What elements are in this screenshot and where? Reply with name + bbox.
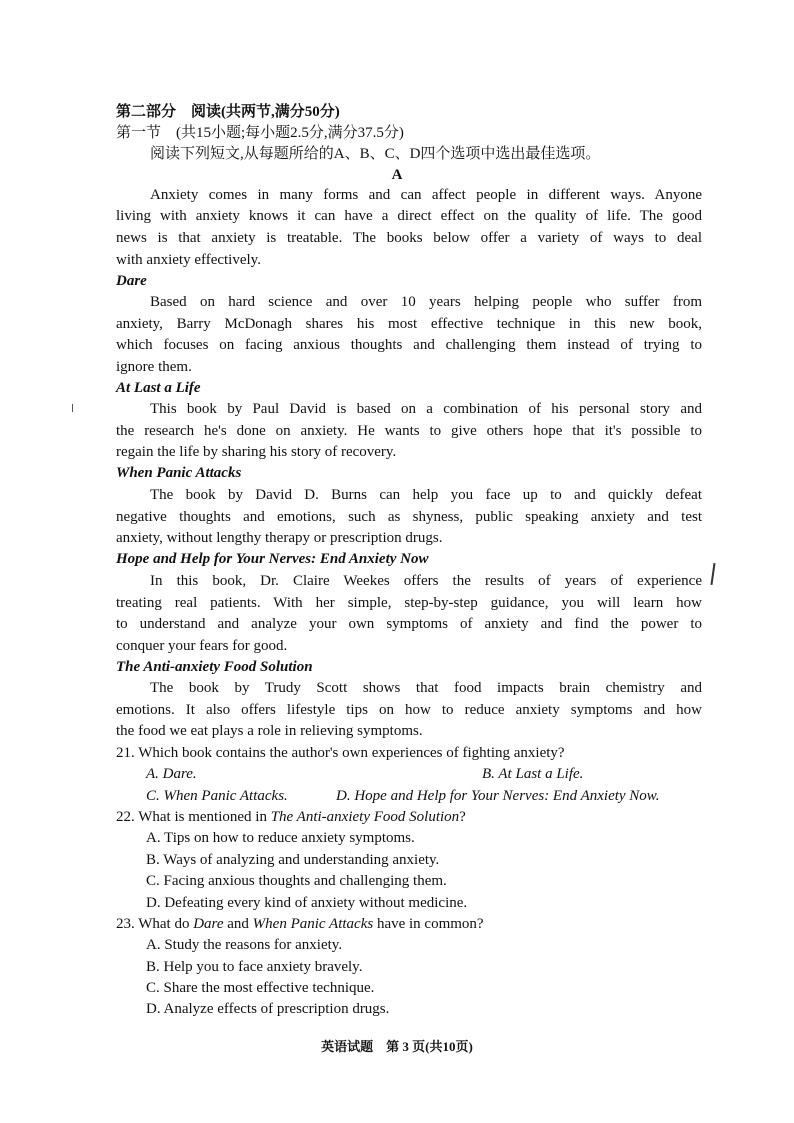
question-21-options-ab: [146, 764, 732, 785]
book-text: treating real patients. With her simple, step-by-step guidance, you will learn how: [116, 595, 702, 611]
intro-line: living with anxiety knows it can have a direct effect on the quality of life. The good: [116, 208, 702, 224]
scan-mark: [710, 563, 715, 585]
part-heading: 第二部分 阅读(共两节,满分50分): [116, 104, 340, 120]
book-title-dare: Dare: [116, 273, 147, 289]
book-title-hope-and-help: Hope and Help for Your Nerves: End Anxiety Now: [116, 551, 429, 567]
book-text: the food we eat plays a role in relieving symptoms.: [116, 723, 423, 739]
book-text: The book by David D. Burns can help you face up to and quickly defeat: [150, 487, 702, 503]
book-text: anxiety, Barry McDonagh shares his most effective technique in this new book,: [116, 316, 702, 332]
book-text: Based on hard science and over 10 years helping people who suffer from: [150, 294, 702, 310]
book-title-at-last-a-life: At Last a Life: [116, 380, 201, 396]
book-text: which focuses on facing anxious thoughts and challenging them instead of trying to: [116, 337, 702, 353]
option-22-a: A. Tips on how to reduce anxiety symptoms.: [146, 830, 415, 846]
intro-line: Anxiety comes in many forms and can affect people in different ways. Anyone: [150, 187, 702, 203]
book-text: In this book, Dr. Claire Weekes offers the results of years of experience: [150, 573, 702, 589]
page-footer: 英语试题 第 3 页(共10页): [321, 1039, 473, 1054]
book-text: ignore them.: [116, 359, 192, 375]
option-23-b: B. Help you to face anxiety bravely.: [146, 959, 363, 975]
intro-line: with anxiety effectively.: [116, 252, 261, 268]
book-text: This book by Paul David is based on a combination of his personal story and: [150, 401, 702, 417]
book-text: regain the life by sharing his story of recovery.: [116, 444, 397, 460]
question-21-options-cd: [146, 786, 732, 807]
option-21-d: D. Hope and Help for Your Nerves: End Anxiety Now.: [336, 788, 660, 804]
option-21-b: B. At Last a Life.: [482, 766, 584, 782]
book-title-anti-anxiety-food: The Anti-anxiety Food Solution: [116, 659, 313, 675]
option-21-a: A. Dare.: [146, 766, 197, 782]
option-22-d: D. Defeating every kind of anxiety without medicine.: [146, 895, 468, 911]
option-23-c: C. Share the most effective technique.: [146, 980, 375, 996]
passage-letter: A: [391, 167, 403, 183]
scan-mark: [72, 404, 73, 412]
book-text: emotions. It also offers lifestyle tips on how to reduce anxiety symptoms and how: [116, 702, 702, 718]
instruction: 阅读下列短文,从每题所给的A、B、C、D四个选项中选出最佳选项。: [150, 146, 601, 162]
book-text: negative thoughts and emotions, such as shyness, public speaking anxiety and test: [116, 509, 702, 525]
option-21-c: C. When Panic Attacks.: [146, 788, 288, 804]
book-text: anxiety, without lengthy therapy or prescription drugs.: [116, 530, 443, 546]
book-text: The book by Trudy Scott shows that food impacts brain chemistry and: [150, 680, 702, 696]
question-22-stem: 22. What is mentioned in The Anti-anxiety Food Solution?: [116, 809, 466, 825]
question-21-stem: 21. Which book contains the author's own experiences of fighting anxiety?: [116, 745, 565, 761]
intro-line: news is that anxiety is treatable. The books below offer a variety of ways to deal: [116, 230, 702, 246]
book-title-when-panic-attacks: When Panic Attacks: [116, 465, 242, 481]
section-heading: 第一节 (共15小题;每小题2.5分,满分37.5分): [116, 125, 404, 141]
book-text: conquer your fears for good.: [116, 638, 288, 654]
option-23-a: A. Study the reasons for anxiety.: [146, 937, 343, 953]
option-22-b: B. Ways of analyzing and understanding anxiety.: [146, 852, 440, 868]
option-22-c: C. Facing anxious thoughts and challenging them.: [146, 873, 447, 889]
book-text: the research he's done on anxiety. He wants to give others hope that it's possible to: [116, 423, 702, 439]
question-23-stem: 23. What do Dare and When Panic Attacks have in common?: [116, 916, 484, 932]
book-text: to understand and analyze your own symptoms of anxiety and find the power to: [116, 616, 702, 632]
option-23-d: D. Analyze effects of prescription drugs.: [146, 1001, 390, 1017]
